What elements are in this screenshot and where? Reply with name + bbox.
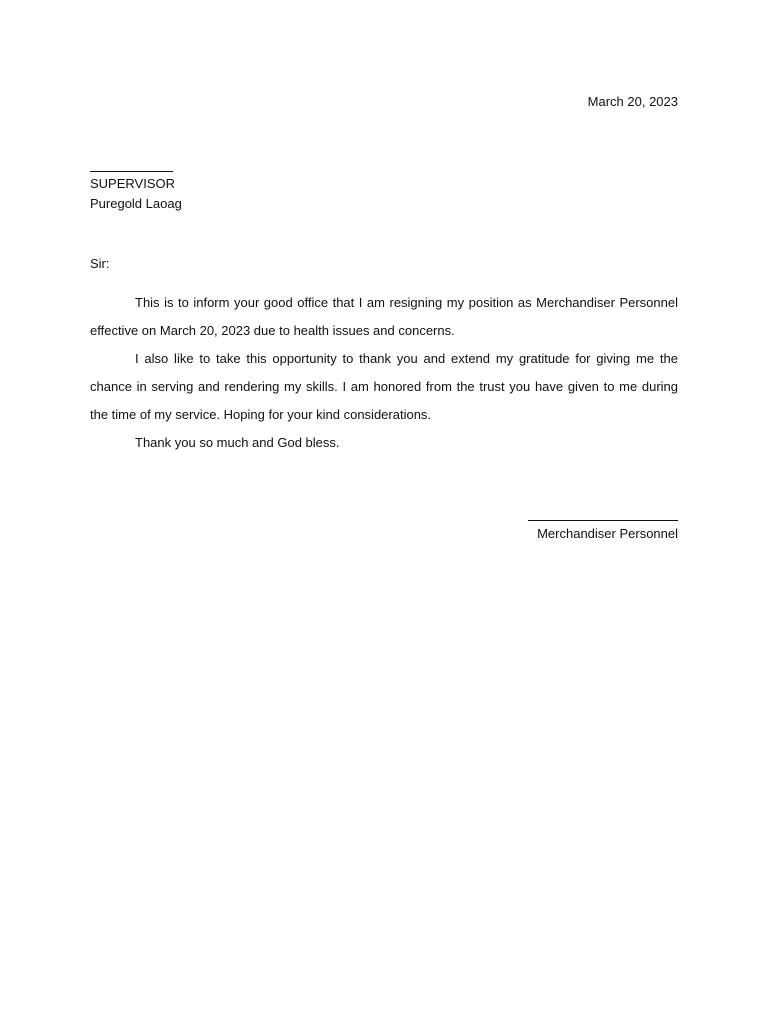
signature-position: Merchandiser Personnel — [537, 526, 678, 541]
recipient-block — [90, 157, 182, 214]
recipient-company: Puregold Laoag — [90, 196, 182, 211]
recipient-name-blank-line — [90, 157, 173, 172]
signature-block — [528, 508, 678, 544]
body-paragraph: This is to inform your good office that I am resigning my position as Merchandiser Personnel effective on March 20, 2023 due to health issues and concerns. — [90, 295, 678, 338]
letter-body — [90, 289, 678, 457]
salutation: Sir: — [90, 256, 110, 271]
letter-date: March 20, 2023 — [587, 94, 678, 109]
recipient-title: SUPERVISOR — [90, 176, 176, 191]
body-paragraph: I also like to take this opportunity to thank you and extend my gratitude for giving me the chance in serving and rendering my skills. I am honored from the trust you have given to me during the time of my service. Hoping for your kind considerations. — [90, 351, 678, 422]
signature-line — [528, 508, 678, 521]
closing-paragraph: Thank you so much and God bless. — [135, 435, 340, 450]
